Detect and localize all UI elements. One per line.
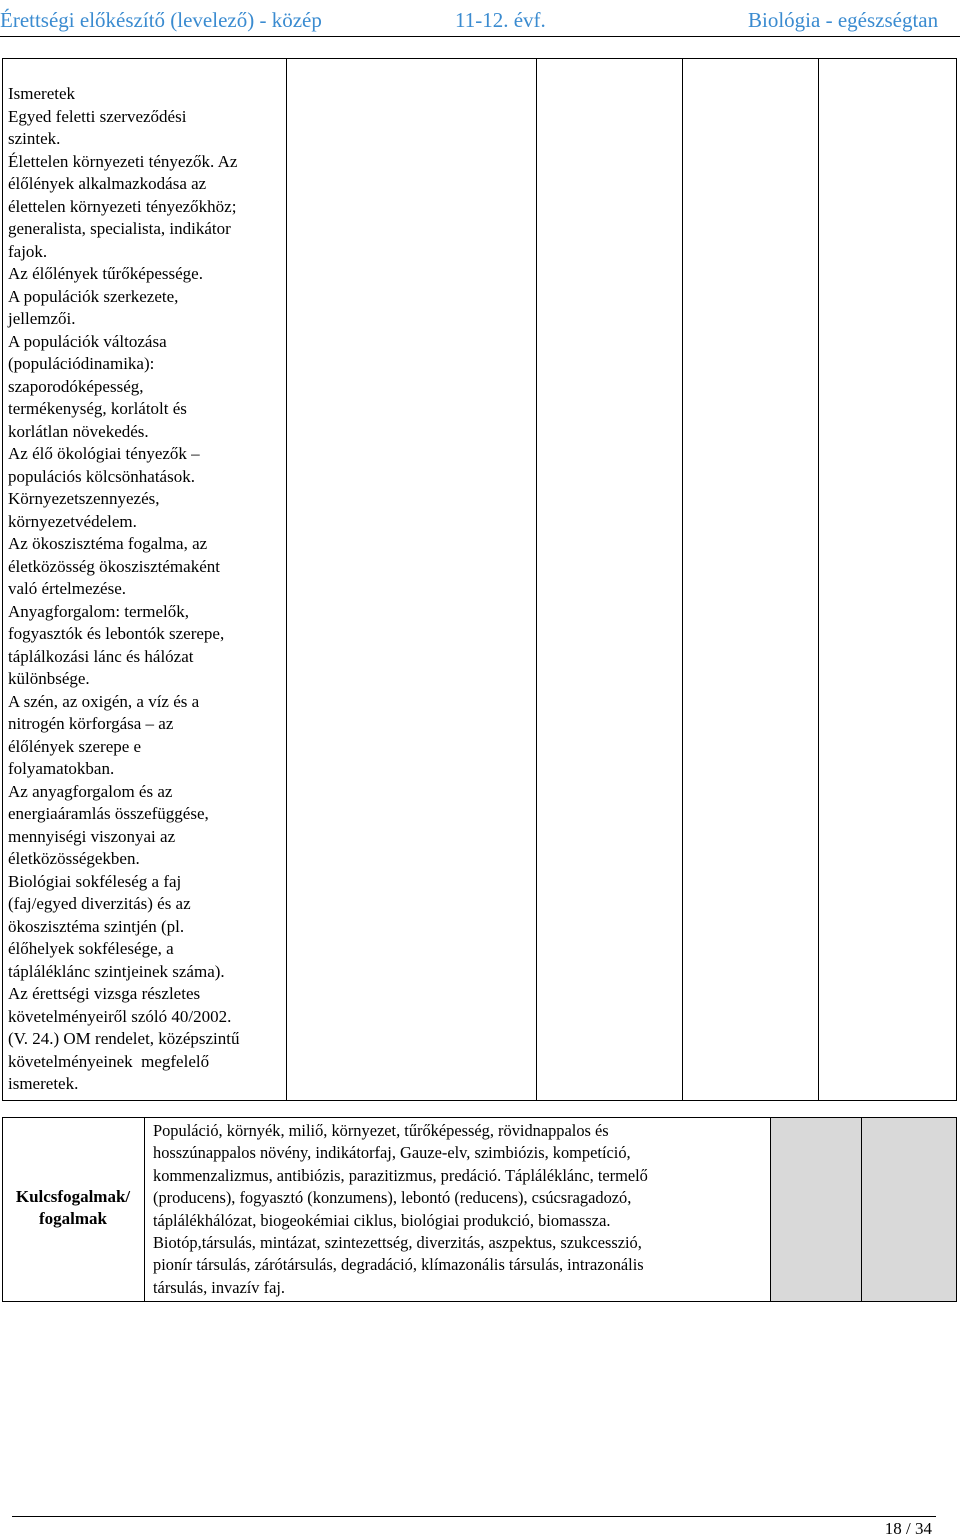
kulcsfogalmak-line: kommenzalizmus, antibiózis, parazitizmus, predáció. Tápláléklánc, termelő [153, 1165, 648, 1185]
header-subject: Biológia - egészségtan [748, 8, 939, 32]
ismeretek-line: élőlények szerepe e [8, 736, 142, 756]
ismeretek-line: Az érettségi vizsga részletes [8, 984, 201, 1003]
kulcsfogalmak-line: pionír társulás, zárótársulás, degradáció, klímazonális társulás, intrazonális [153, 1255, 644, 1275]
kulcsfogalmak-label [4, 1186, 142, 1230]
ismeretek-line: Az élőlények tűrőképessége. [8, 264, 203, 283]
shaded-cell-2 [862, 1118, 956, 1301]
ismeretek-line: szintek. [8, 129, 61, 148]
ismeretek-line: Egyed feletti szerveződési [8, 106, 187, 126]
ismeretek-line: A szén, az oxigén, a víz és a [8, 691, 200, 711]
ismeretek-line: mennyiségi viszonyai az [8, 826, 176, 846]
ismeretek-line: Az anyagforgalom és az [8, 781, 173, 801]
kulcsfogalmak-label-line2: fogalmak [39, 1209, 107, 1228]
header-grade: 11-12. évf. [455, 8, 546, 32]
column-divider-1 [286, 58, 287, 1101]
ismeretek-line: Az élő ökológiai tényezők – [8, 444, 200, 463]
kulcsfogalmak-divider-1 [144, 1117, 145, 1302]
ismeretek-line: Környezetszennyezés, [8, 489, 160, 508]
header-course-title: Érettségi előkészítő (levelező) - közép [0, 8, 322, 32]
kulcsfogalmak-line: társulás, invazív faj. [153, 1277, 285, 1297]
column-divider-4 [818, 58, 819, 1101]
ismeretek-line: jellemzői. [8, 309, 76, 328]
ismeretek-line: szaporodóképesség, [8, 376, 144, 396]
ismeretek-text [8, 83, 286, 1096]
ismeretek-line: táplálkozási lánc és hálózat [8, 646, 194, 666]
ismeretek-line: követelményeinek megfelelő [8, 1051, 210, 1071]
ismeretek-line: (populációdinamika): [8, 354, 155, 373]
ismeretek-line: A populációk változása [8, 331, 167, 351]
ismeretek-line: életközösség ökoszisztémaként [8, 556, 220, 576]
kulcsfogalmak-line: táplálékhálózat, biogeokémiai ciklus, biológiai produkció, biomassza. [153, 1210, 611, 1230]
ismeretek-line: tápláléklánc szintjeinek száma). [8, 961, 225, 981]
kulcsfogalmak-text [153, 1120, 765, 1299]
ismeretek-line: populációs kölcsönhatások. [8, 466, 195, 486]
page-header [0, 0, 960, 38]
ismeretek-line: életközösségekben. [8, 849, 140, 868]
column-divider-2 [536, 58, 537, 1101]
column-divider-3 [682, 58, 683, 1101]
ismeretek-line: való értelmezése. [8, 579, 126, 598]
ismeretek-line: ismeretek. [8, 1074, 79, 1093]
footer-divider [12, 1516, 936, 1517]
ismeretek-line: (V. 24.) OM rendelet, középszintű [8, 1029, 240, 1048]
kulcsfogalmak-line: Biotóp,társulás, mintázat, szintezettség, diverzitás, aszpektus, szukcesszió, [153, 1233, 642, 1253]
ismeretek-line: Ismeretek [8, 84, 76, 103]
shaded-cell-1 [771, 1118, 861, 1301]
page-number: 18 / 34 [884, 1519, 932, 1538]
kulcsfogalmak-line: hosszúnappalos növény, indikátorfaj, Gauze-elv, szimbiózis, kompetíció, [153, 1143, 631, 1163]
ismeretek-line: különbsége. [8, 669, 90, 688]
ismeretek-line: Élettelen környezeti tényezők. Az [8, 151, 238, 171]
kulcsfogalmak-label-line1: Kulcsfogalmak/ [15, 1187, 131, 1206]
ismeretek-line: generalista, specialista, indikátor [8, 219, 231, 238]
kulcsfogalmak-line: Populáció, környék, miliő, környezet, tűrőképesség, rövidnappalos és [153, 1121, 609, 1140]
ismeretek-line: korlátlan növekedés. [8, 421, 149, 441]
ismeretek-line: ökoszisztéma szintjén (pl. [8, 916, 185, 936]
ismeretek-line: Anyagforgalom: termelők, [8, 601, 189, 621]
ismeretek-line: Biológiai sokféleség a faj [8, 871, 182, 891]
ismeretek-line: nitrogén körforgása – az [8, 714, 174, 733]
kulcsfogalmak-line: (producens), fogyasztó (konzumens), lebontó (reducens), csúcsragadozó, [153, 1188, 632, 1208]
ismeretek-line: termékenység, korlátolt és [8, 399, 187, 418]
header-divider [0, 36, 960, 37]
ismeretek-line: fajok. [8, 241, 48, 261]
ismeretek-line: energiaáramlás összefüggése, [8, 804, 209, 823]
ismeretek-line: élőhelyek sokfélesége, a [8, 939, 174, 958]
ismeretek-line: fogyasztók és lebontók szerepe, [8, 624, 225, 643]
ismeretek-line: élőlények alkalmazkodása az [8, 174, 207, 193]
ismeretek-line: környezetvédelem. [8, 511, 137, 531]
ismeretek-line: (faj/egyed diverzitás) és az [8, 894, 191, 913]
ismeretek-line: Az ökoszisztéma fogalma, az [8, 534, 208, 553]
ismeretek-line: folyamatokban. [8, 759, 115, 778]
ismeretek-line: követelményeiről szóló 40/2002. [8, 1006, 232, 1026]
ismeretek-line: A populációk szerkezete, [8, 286, 179, 306]
ismeretek-line: élettelen környezeti tényezőkhöz; [8, 196, 237, 216]
